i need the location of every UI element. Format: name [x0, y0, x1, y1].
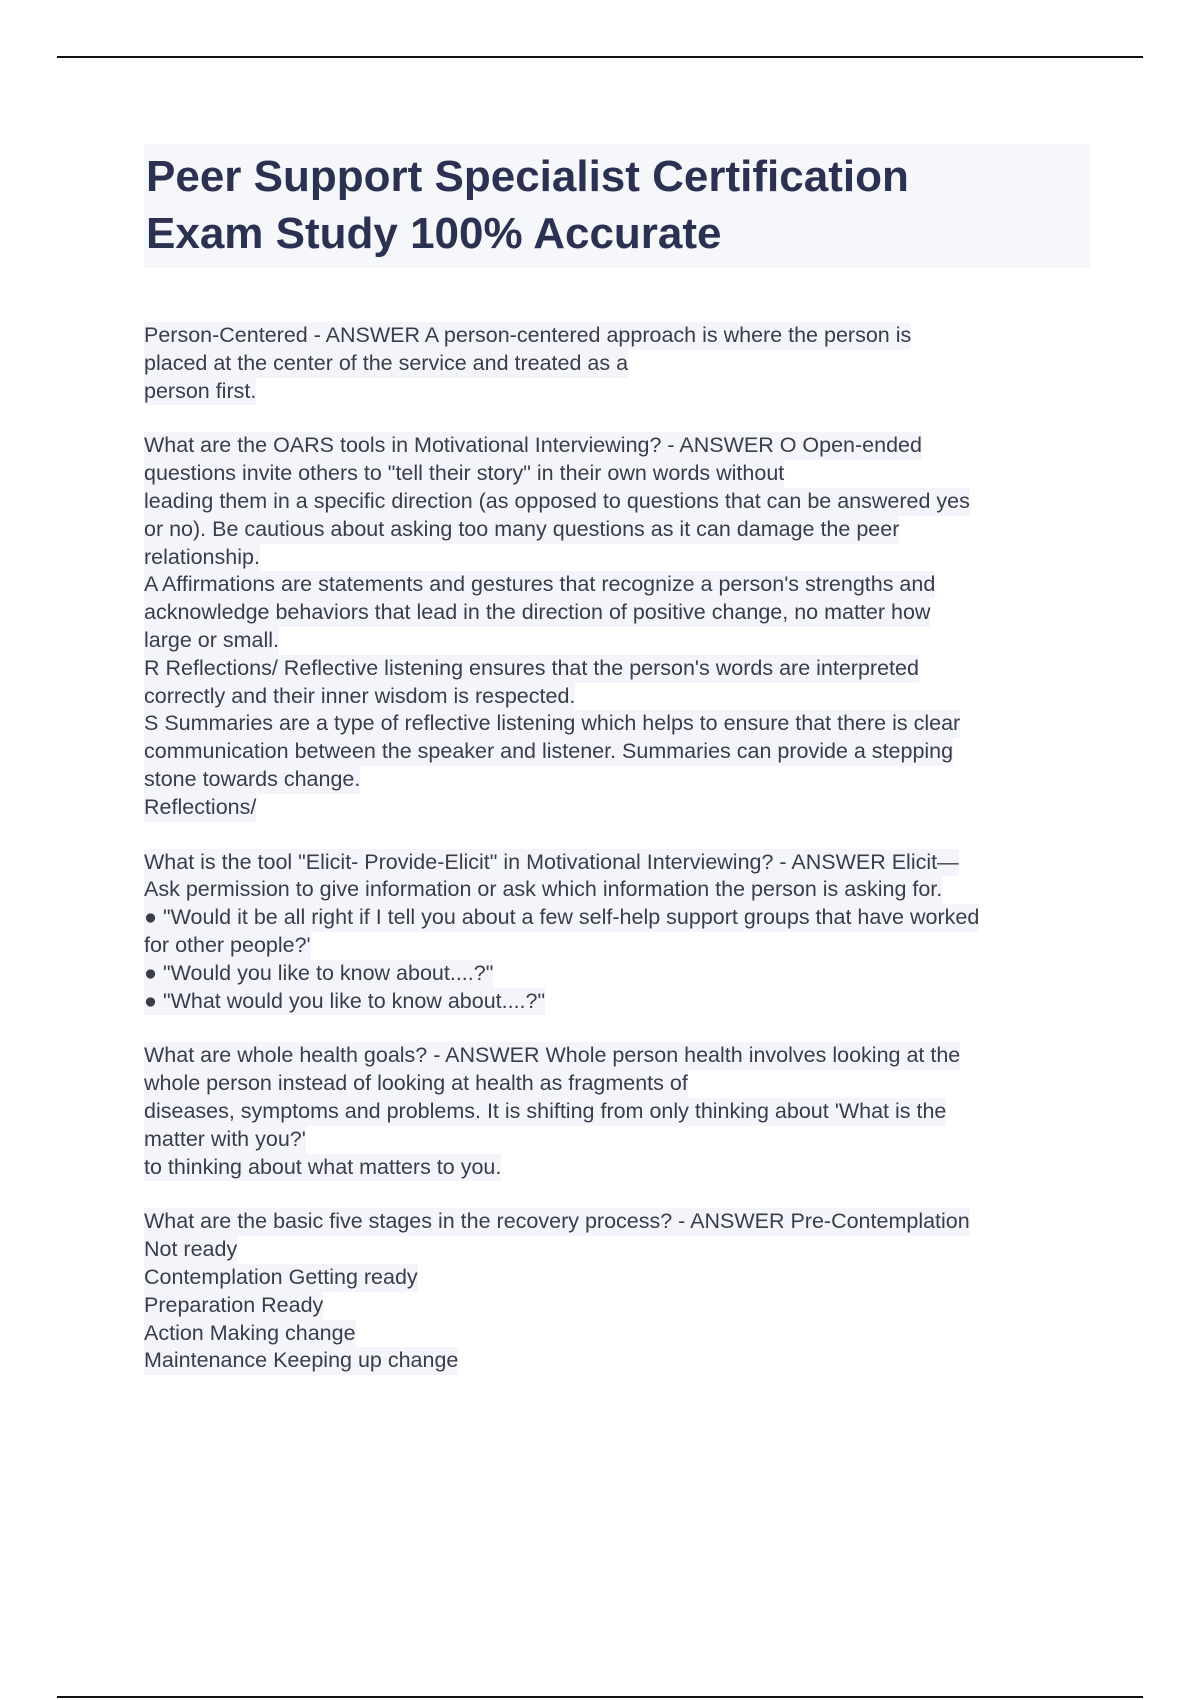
bottom-rule — [57, 1696, 1143, 1698]
text-line: R Reflections/ Reflective listening ensures that the person's words are interpreted — [144, 655, 919, 683]
bullet-line: ● "Would you like to know about....?" — [144, 960, 493, 988]
text-line: communication between the speaker and listener. Summaries can provide a stepping — [144, 738, 953, 766]
qa-entry-elicit-provide-elicit — [144, 849, 1090, 1016]
qa-entry-oars-tools — [144, 432, 1090, 821]
text-line: for other people?' — [144, 932, 311, 960]
document-title — [146, 148, 1090, 262]
qa-entry-recovery-stages — [144, 1208, 1090, 1375]
qa-entry-whole-health-goals — [144, 1042, 1090, 1181]
text-line: placed at the center of the service and treated as a — [144, 350, 628, 378]
text-line: correctly and their inner wisdom is respected. — [144, 683, 575, 711]
text-line: What are the basic five stages in the recovery process? - ANSWER Pre-Contemplation — [144, 1208, 970, 1236]
bullet-line: ● "Would it be all right if I tell you about a few self-help support groups that have worked — [144, 904, 979, 932]
document-body — [144, 144, 1090, 1402]
qa-entry-person-centered — [144, 322, 1090, 405]
title-line: Exam Study 100% Accurate — [146, 209, 722, 258]
text-line: What are the OARS tools in Motivational Interviewing? - ANSWER O Open-ended — [144, 432, 922, 460]
title-block — [144, 144, 1090, 268]
text-line: Not ready — [144, 1236, 237, 1264]
text-line: Preparation Ready — [144, 1292, 323, 1320]
text-line: or no). Be cautious about asking too many questions as it can damage the peer — [144, 516, 899, 544]
text-line: large or small. — [144, 627, 279, 655]
text-line: questions invite others to "tell their story" in their own words without — [144, 460, 784, 488]
text-line: leading them in a specific direction (as opposed to questions that can be answered yes — [144, 488, 970, 516]
text-line: Maintenance Keeping up change — [144, 1347, 458, 1375]
text-line: whole person instead of looking at health as fragments of — [144, 1070, 688, 1098]
text-line: matter with you?' — [144, 1126, 306, 1154]
top-rule — [57, 56, 1143, 58]
text-line: What is the tool "Elicit- Provide-Elicit" in Motivational Interviewing? - ANSWER Elicit— — [144, 849, 959, 877]
text-line: Contemplation Getting ready — [144, 1264, 418, 1292]
text-line: A Affirmations are statements and gestures that recognize a person's strengths and — [144, 571, 935, 599]
text-line: What are whole health goals? - ANSWER Whole person health involves looking at the — [144, 1042, 960, 1070]
text-line: S Summaries are a type of reflective listening which helps to ensure that there is clear — [144, 710, 960, 738]
text-line: Reflections/ — [144, 794, 256, 822]
title-line: Peer Support Specialist Certification — [146, 152, 909, 201]
text-line: person first. — [144, 378, 256, 406]
text-line: Person-Centered - ANSWER A person-centered approach is where the person is — [144, 322, 911, 350]
text-line: relationship. — [144, 544, 260, 572]
text-line: Action Making change — [144, 1320, 356, 1348]
bullet-line: ● "What would you like to know about....?" — [144, 988, 545, 1016]
text-line: acknowledge behaviors that lead in the direction of positive change, no matter how — [144, 599, 930, 627]
text-line: stone towards change. — [144, 766, 360, 794]
text-line: to thinking about what matters to you. — [144, 1154, 501, 1182]
text-line: Ask permission to give information or ask which information the person is asking for. — [144, 876, 942, 904]
text-line: diseases, symptoms and problems. It is shifting from only thinking about 'What is the — [144, 1098, 946, 1126]
